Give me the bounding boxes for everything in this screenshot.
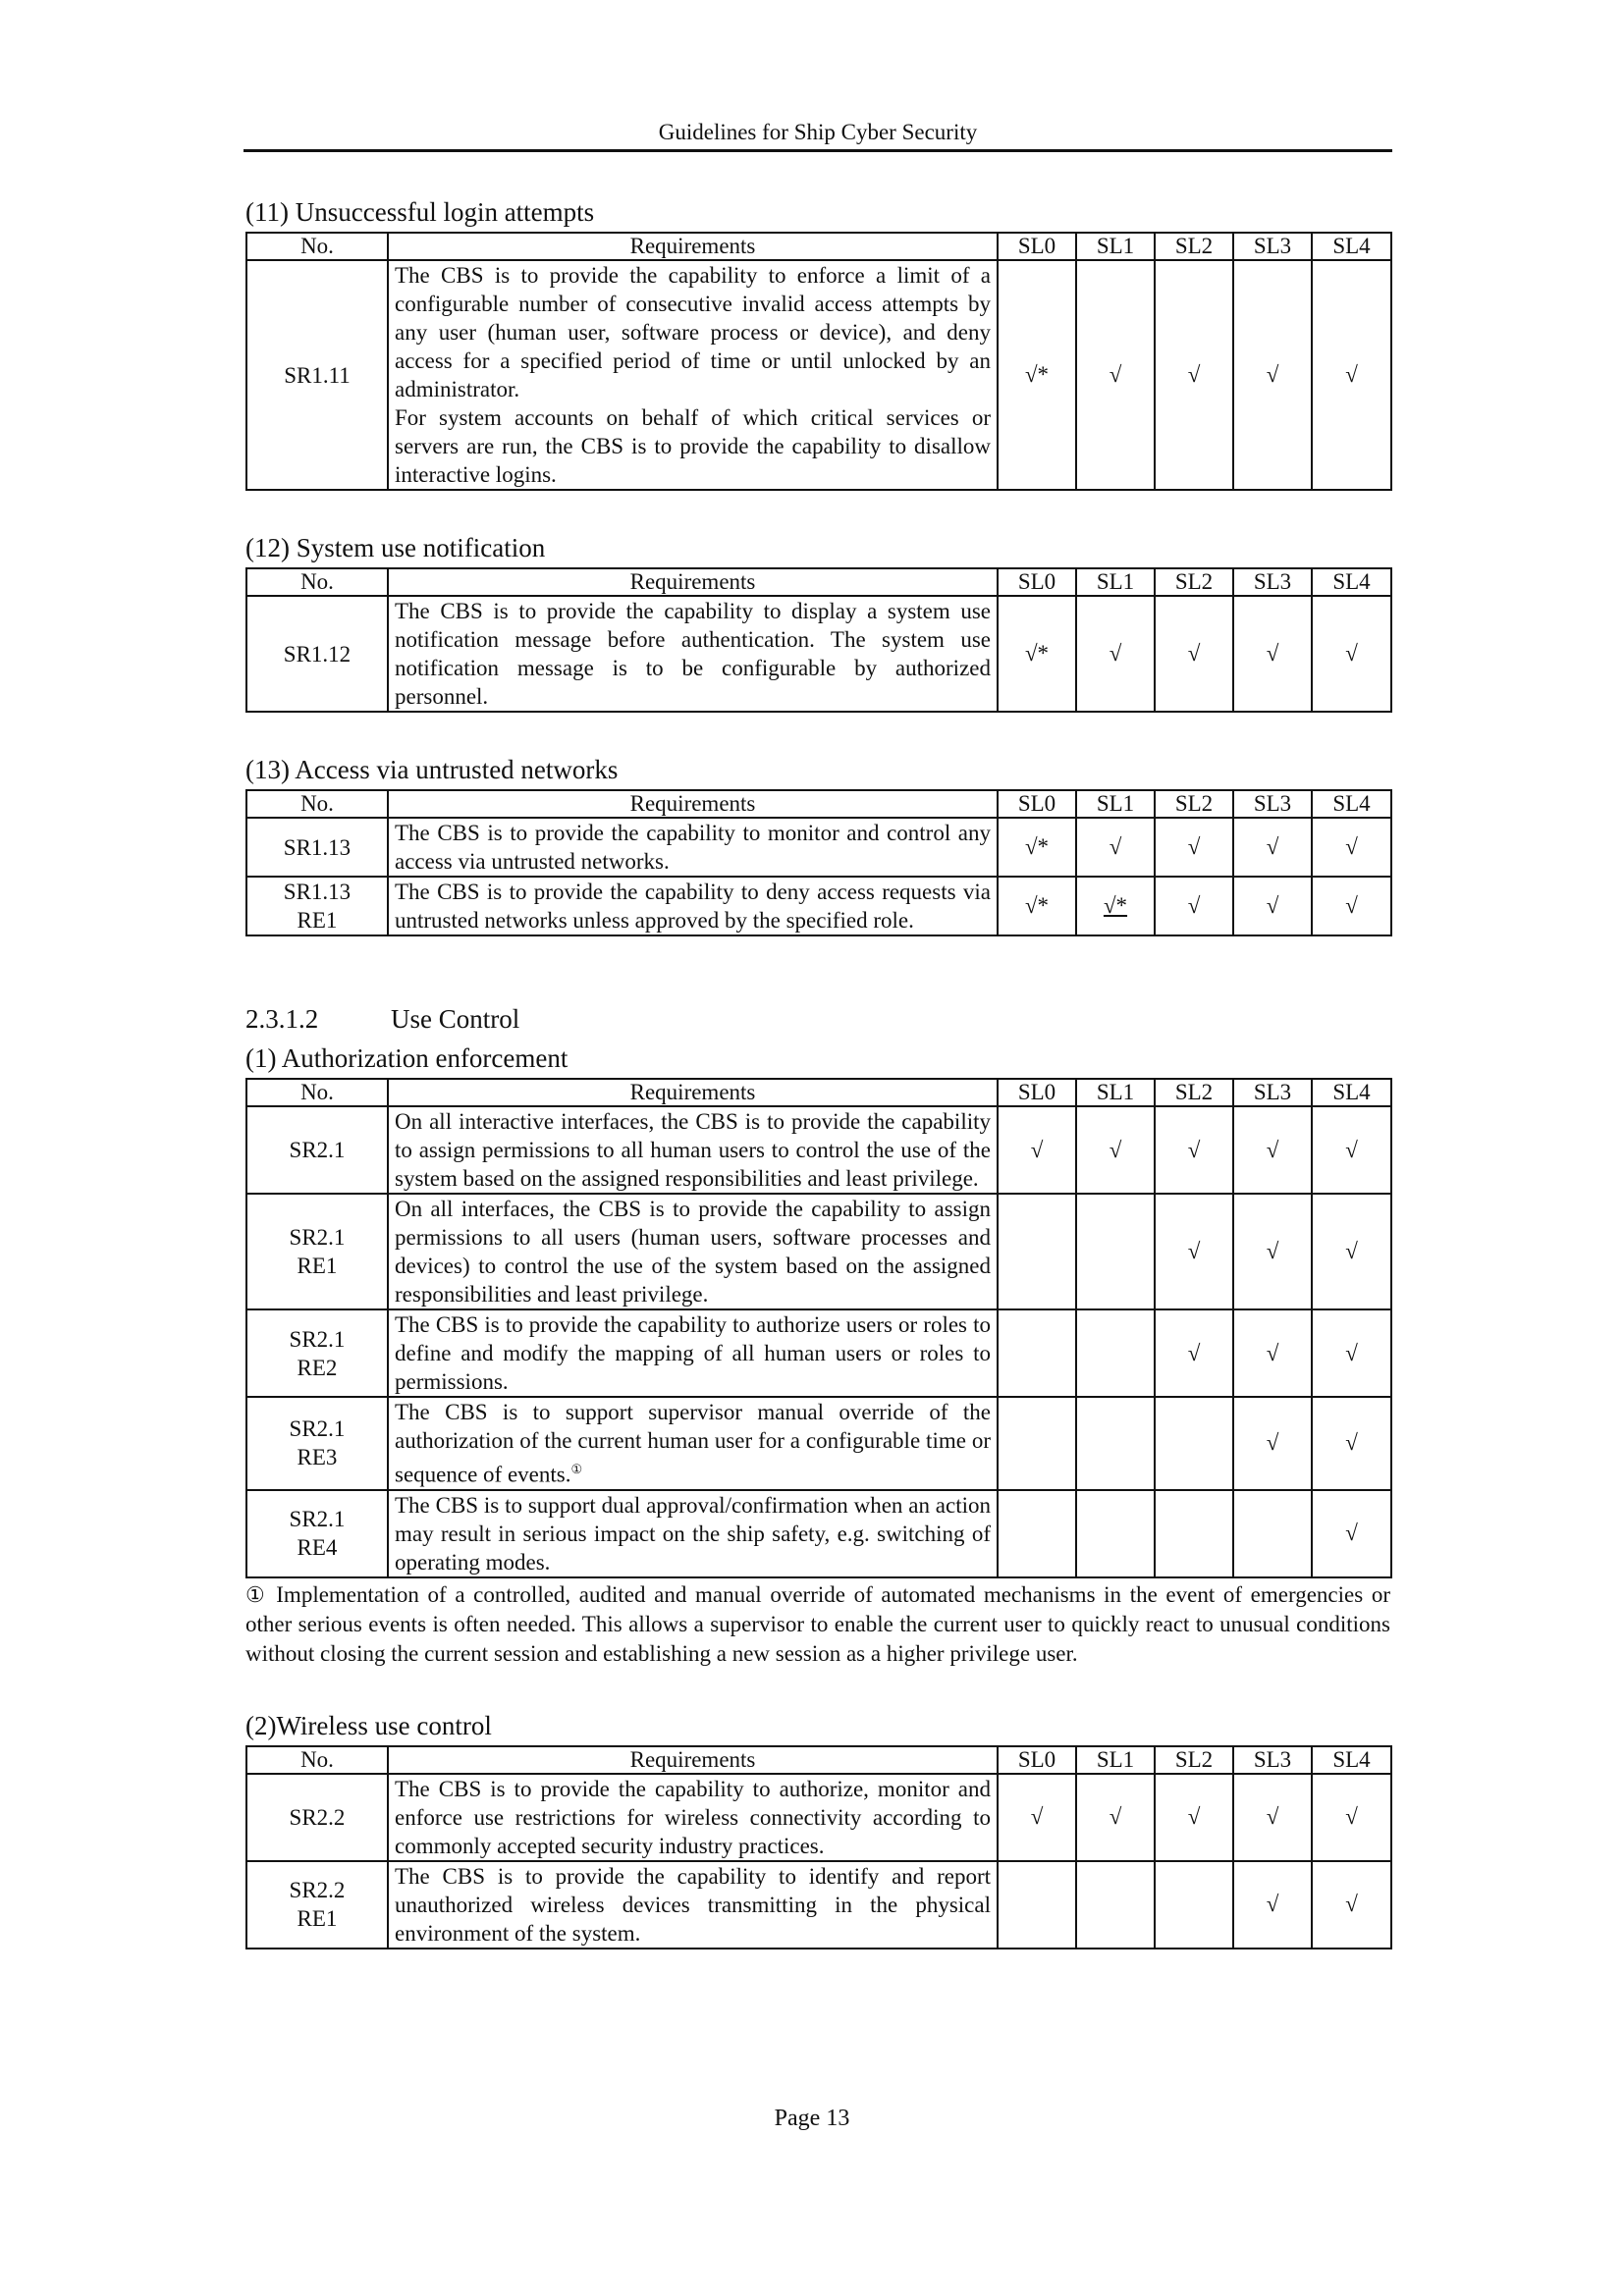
table-header-row — [246, 790, 1391, 818]
sl3-check: √ — [1233, 1774, 1312, 1861]
sl1-check-underlined: √* — [1103, 893, 1128, 918]
sl1-check: √ — [1076, 596, 1155, 712]
col-sl0: SL0 — [998, 568, 1076, 596]
sl3-check: √ — [1233, 1861, 1312, 1949]
sl4-check: √ — [1312, 1106, 1391, 1194]
requirement-text: The CBS is to provide the capability to deny access requests via untrusted networks unless approved by the specified role. — [388, 877, 998, 935]
requirement-no: SR2.1 RE4 — [246, 1490, 388, 1577]
col-sl1: SL1 — [1076, 568, 1155, 596]
sl3-check: √ — [1233, 1106, 1312, 1194]
requirement-no: SR2.2 RE1 — [246, 1861, 388, 1949]
sl1-check — [1076, 1194, 1155, 1309]
col-sl2: SL2 — [1155, 233, 1233, 260]
sl1-check — [1076, 1861, 1155, 1949]
col-sl1: SL1 — [1076, 790, 1155, 818]
requirement-sentence: The CBS is to support supervisor manual override of the authorization of the current human user for a configurable time or sequence of events. — [395, 1400, 991, 1487]
col-sl3: SL3 — [1233, 233, 1312, 260]
section-title: (2)Wireless use control — [245, 1710, 492, 1740]
page-number: Page 13 — [774, 2106, 850, 2131]
sl0-check: √* — [998, 596, 1076, 712]
col-sl3: SL3 — [1233, 1079, 1312, 1106]
sl2-check: √ — [1155, 1106, 1233, 1194]
table-row — [246, 1106, 1391, 1194]
sl0-check — [998, 1490, 1076, 1577]
subsection-heading — [245, 1001, 1390, 1041]
sl4-check: √ — [1312, 818, 1391, 877]
requirement-no: SR1.13 RE1 — [246, 877, 388, 935]
requirement-text: The CBS is to provide the capability to display a system use notification message before authentication. The system use notification message is to be configurable by authorized personnel. — [388, 596, 998, 712]
sl2-check: √ — [1155, 1774, 1233, 1861]
sl1-check: √ — [1076, 1774, 1155, 1861]
col-sl1: SL1 — [1076, 1746, 1155, 1774]
table-row — [246, 1397, 1391, 1490]
col-sl2: SL2 — [1155, 1746, 1233, 1774]
col-sl4: SL4 — [1312, 568, 1391, 596]
sl2-check — [1155, 1861, 1233, 1949]
sl4-check: √ — [1312, 1490, 1391, 1577]
sl3-check: √ — [1233, 1397, 1312, 1490]
sl0-check — [998, 1861, 1076, 1949]
requirements-table — [245, 232, 1392, 491]
col-requirements: Requirements — [388, 233, 998, 260]
col-requirements: Requirements — [388, 790, 998, 818]
requirement-no: SR2.1 RE2 — [246, 1309, 388, 1397]
col-sl3: SL3 — [1233, 1746, 1312, 1774]
col-sl2: SL2 — [1155, 568, 1233, 596]
sl3-check: √ — [1233, 1309, 1312, 1397]
sl3-check: √ — [1233, 818, 1312, 877]
col-sl0: SL0 — [998, 1746, 1076, 1774]
col-no: No. — [246, 1079, 388, 1106]
table-header-row — [246, 1746, 1391, 1774]
sl4-check: √ — [1312, 1309, 1391, 1397]
col-sl4: SL4 — [1312, 233, 1391, 260]
sl0-check — [998, 1397, 1076, 1490]
requirement-text: The CBS is to provide the capability to authorize users or roles to define and modify the mapping of all human users or roles to permissions. — [388, 1309, 998, 1397]
sl0-check: √* — [998, 260, 1076, 490]
requirement-no: SR1.13 — [246, 818, 388, 877]
requirement-no: SR1.11 — [246, 260, 388, 490]
table-row — [246, 818, 1391, 877]
requirements-table — [245, 1078, 1392, 1578]
footnote-text: Implementation of a controlled, audited and manual override of automated mechanisms in the event of emergencies or other serious events is often needed. This allows a supervisor to enable the current user to quickly react to unusual conditions without closing the current session and establishing a new session as a higher privilege user. — [245, 1581, 1390, 1666]
sl2-check: √ — [1155, 596, 1233, 712]
col-sl2: SL2 — [1155, 790, 1233, 818]
table-row — [246, 1861, 1391, 1949]
sl2-check — [1155, 1397, 1233, 1490]
col-no: No. — [246, 790, 388, 818]
table-header-row — [246, 233, 1391, 260]
col-sl4: SL4 — [1312, 790, 1391, 818]
sl2-check — [1155, 1490, 1233, 1577]
sl4-check: √ — [1312, 260, 1391, 490]
requirements-table — [245, 567, 1392, 713]
sl1-check — [1076, 877, 1155, 935]
requirement-no: SR2.2 — [246, 1774, 388, 1861]
col-requirements: Requirements — [388, 1079, 998, 1106]
requirement-text — [388, 1397, 998, 1490]
table-row — [246, 1774, 1391, 1861]
sl2-check: √ — [1155, 877, 1233, 935]
requirements-table — [245, 1745, 1392, 1949]
table-row — [246, 877, 1391, 935]
subsection-title: Use Control — [391, 1004, 520, 1034]
col-sl1: SL1 — [1076, 233, 1155, 260]
sl3-check: √ — [1233, 596, 1312, 712]
col-sl2: SL2 — [1155, 1079, 1233, 1106]
section-title: (12) System use notification — [245, 533, 546, 562]
sl0-check — [998, 1194, 1076, 1309]
sl4-check: √ — [1312, 1194, 1391, 1309]
sl0-check — [998, 1309, 1076, 1397]
col-sl4: SL4 — [1312, 1746, 1391, 1774]
requirement-no: SR2.1 RE1 — [246, 1194, 388, 1309]
sl0-check: √ — [998, 1106, 1076, 1194]
requirement-text: The CBS is to support dual approval/confirmation when an action may result in serious impact on the ship safety, e.g. switching of operating modes. — [388, 1490, 998, 1577]
col-sl4: SL4 — [1312, 1079, 1391, 1106]
sl4-check: √ — [1312, 596, 1391, 712]
col-sl3: SL3 — [1233, 568, 1312, 596]
sl3-check — [1233, 1490, 1312, 1577]
sl4-check: √ — [1312, 1861, 1391, 1949]
footnote — [245, 1580, 1390, 1669]
footnote-mark: ① — [245, 1581, 268, 1607]
sl4-check: √ — [1312, 877, 1391, 935]
sl2-check: √ — [1155, 818, 1233, 877]
col-requirements: Requirements — [388, 568, 998, 596]
sl4-check: √ — [1312, 1397, 1391, 1490]
requirement-paragraph: For system accounts on behalf of which critical services or servers are run, the CBS is to provide the capability to disallow interactive logins. — [395, 405, 991, 487]
col-requirements: Requirements — [388, 1746, 998, 1774]
sl1-check — [1076, 1490, 1155, 1577]
sl0-check: √* — [998, 818, 1076, 877]
sl0-check: √* — [998, 877, 1076, 935]
requirement-text: On all interactive interfaces, the CBS is to provide the capability to assign permissions to all human users to control the use of the system based on the assigned responsibilities and least privilege. — [388, 1106, 998, 1194]
sl1-check: √ — [1076, 260, 1155, 490]
sl1-check — [1076, 1309, 1155, 1397]
sl4-check: √ — [1312, 1774, 1391, 1861]
col-no: No. — [246, 233, 388, 260]
table-row — [246, 1194, 1391, 1309]
table-row — [246, 596, 1391, 712]
requirement-text: The CBS is to provide the capability to authorize, monitor and enforce use restrictions for wireless connectivity according to commonly accepted security industry practices. — [388, 1774, 998, 1861]
section-title: (1) Authorization enforcement — [245, 1043, 568, 1073]
footnote-ref: ① — [570, 1462, 583, 1476]
table-row — [246, 1309, 1391, 1397]
col-sl0: SL0 — [998, 790, 1076, 818]
requirement-text: The CBS is to provide the capability to identify and report unauthorized wireless devices transmitting in the physical environment of the system. — [388, 1861, 998, 1949]
col-sl3: SL3 — [1233, 790, 1312, 818]
table-row — [246, 260, 1391, 490]
sl1-check: √ — [1076, 818, 1155, 877]
requirements-table — [245, 789, 1392, 936]
requirement-paragraph: The CBS is to provide the capability to enforce a limit of a configurable number of consecutive invalid access attempts by any user (human user, software process or device), and deny access for a specified period of time or until unlocked by an administrator. — [395, 263, 991, 401]
table-header-row — [246, 568, 1391, 596]
sl3-check: √ — [1233, 877, 1312, 935]
col-sl0: SL0 — [998, 1079, 1076, 1106]
sl2-check: √ — [1155, 1309, 1233, 1397]
sl2-check: √ — [1155, 1194, 1233, 1309]
requirement-no: SR2.1 RE3 — [246, 1397, 388, 1490]
sl0-check: √ — [998, 1774, 1076, 1861]
sl3-check: √ — [1233, 1194, 1312, 1309]
col-sl1: SL1 — [1076, 1079, 1155, 1106]
requirement-no: SR1.12 — [246, 596, 388, 712]
page-header: Guidelines for Ship Cyber Security — [244, 116, 1392, 152]
requirement-text: The CBS is to provide the capability to monitor and control any access via untrusted networks. — [388, 818, 998, 877]
requirement-no: SR2.1 — [246, 1106, 388, 1194]
requirement-text — [388, 260, 998, 490]
sl2-check: √ — [1155, 260, 1233, 490]
col-no: No. — [246, 1746, 388, 1774]
col-no: No. — [246, 568, 388, 596]
table-header-row — [246, 1079, 1391, 1106]
section-title: (11) Unsuccessful login attempts — [245, 197, 595, 227]
subsection-number: 2.3.1.2 — [245, 1004, 319, 1034]
section-title: (13) Access via untrusted networks — [245, 755, 619, 784]
requirement-text: On all interfaces, the CBS is to provide the capability to assign permissions to all users (human users, software processes and devices) to control the use of the system based on the assigned responsibilities and least privilege. — [388, 1194, 998, 1309]
col-sl0: SL0 — [998, 233, 1076, 260]
sl1-check: √ — [1076, 1106, 1155, 1194]
table-row — [246, 1490, 1391, 1577]
document-body — [245, 194, 1390, 1949]
sl1-check — [1076, 1397, 1155, 1490]
sl3-check: √ — [1233, 260, 1312, 490]
